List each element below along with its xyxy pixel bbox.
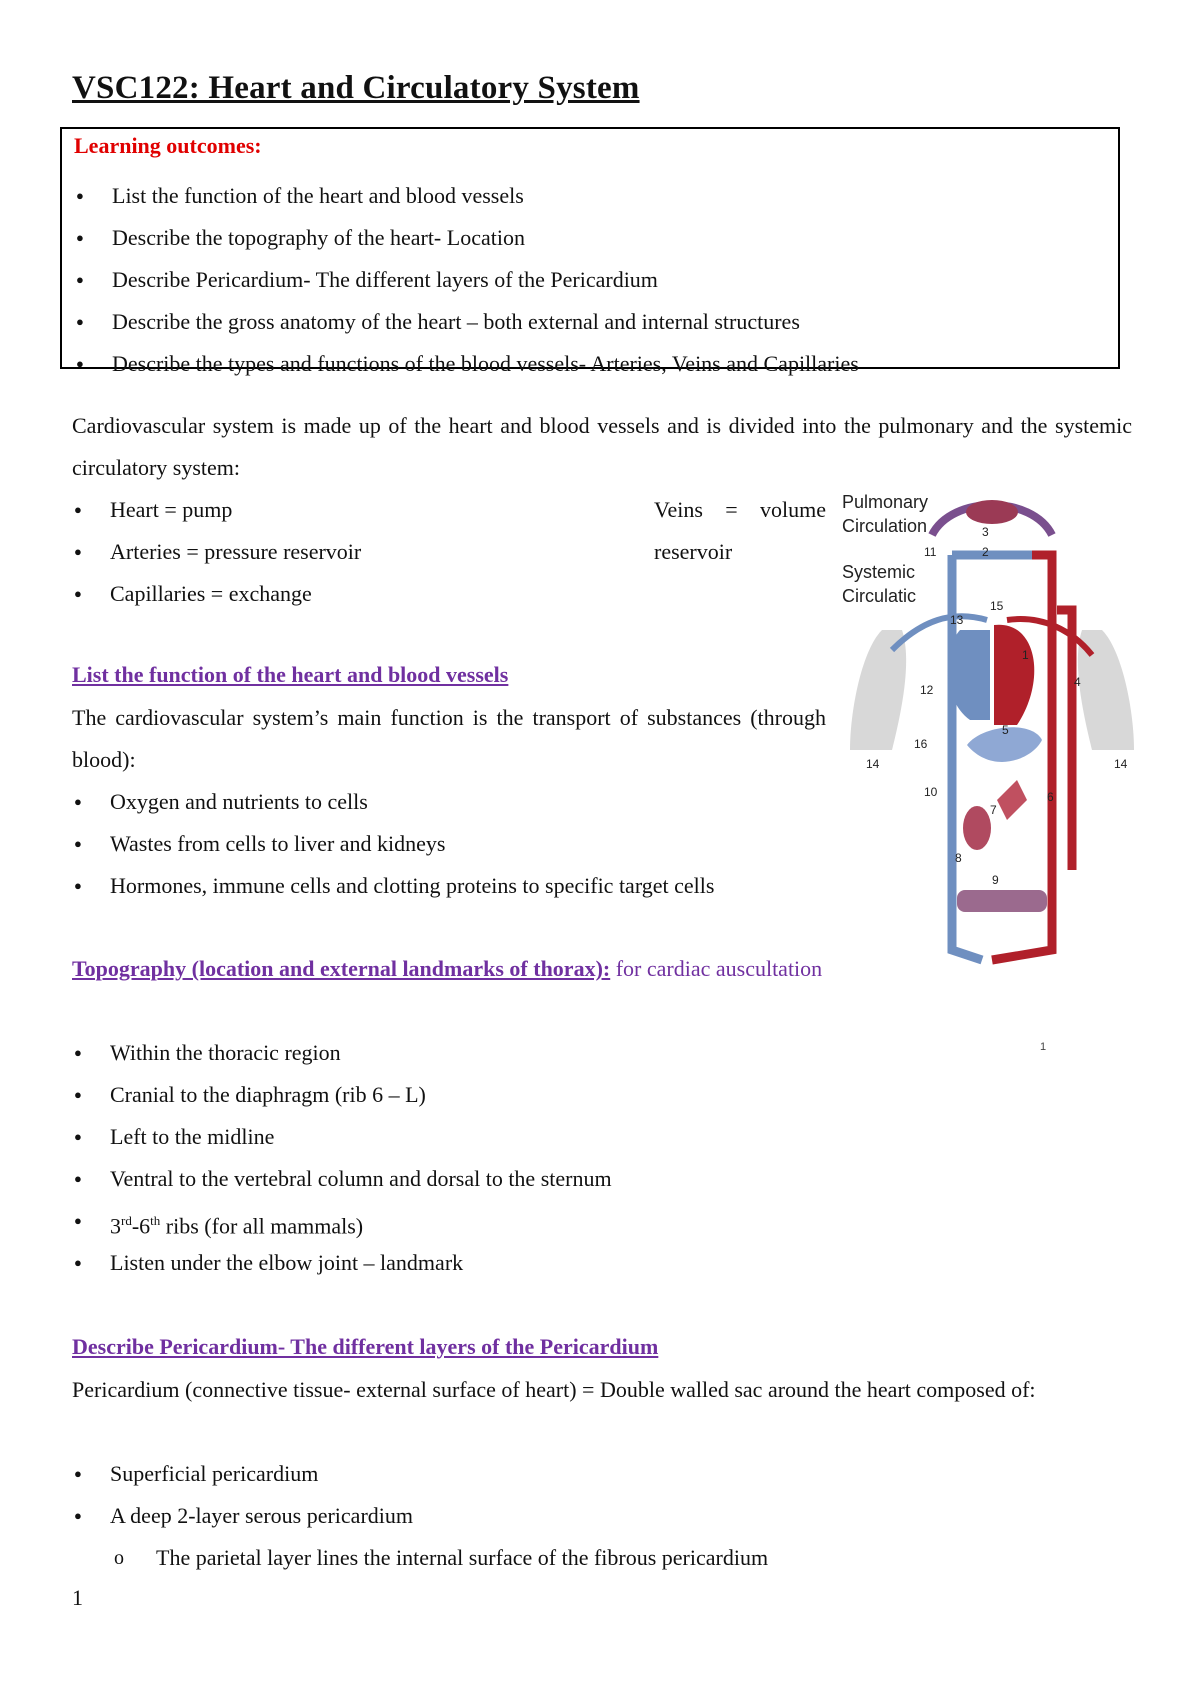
- brain-capillary-bed: [966, 500, 1018, 524]
- topography-heading-tail: for cardiac auscultation: [610, 956, 823, 981]
- topography-heading-block: [72, 948, 826, 990]
- function-heading: List the function of the heart and blood vessels: [72, 662, 509, 687]
- list-item: ● Ventral to the vertebral column and dorsal to the sternum: [72, 1158, 612, 1200]
- sub-list-item: o The parietal layer lines the internal surface of the fibrous pericardium: [114, 1537, 768, 1579]
- pericardium-paragraph: Pericardium (connective tissue- external surface of heart) = Double walled sac around the heart composed of:: [72, 1377, 1036, 1402]
- ribs-rest: ribs (for all mammals): [160, 1213, 364, 1239]
- figure-number: 7: [990, 803, 997, 817]
- circulation-diagram: [842, 490, 1142, 1053]
- figure-number: 10: [924, 785, 938, 799]
- function-paragraph: The cardiovascular system’s main function is the transport of substances (through blood):: [72, 705, 826, 772]
- figure-number: 5: [1002, 723, 1009, 737]
- ribs-first: 3: [110, 1213, 121, 1239]
- pericardium-list: [72, 1453, 413, 1537]
- list-item: ● Oxygen and nutrients to cells: [72, 781, 714, 823]
- figure-number: 16: [914, 737, 928, 751]
- list-item: ● Listen under the elbow joint – landmark: [72, 1242, 612, 1284]
- list-item: ● Wastes from cells to liver and kidneys: [72, 823, 714, 865]
- page-number: 1: [72, 1585, 83, 1610]
- list-item: ● Left to the midline: [72, 1116, 612, 1158]
- figure-number: 12: [920, 683, 934, 697]
- list-item: ● Describe the topography of the heart- Location: [74, 217, 859, 259]
- figure-number: 3: [982, 525, 989, 539]
- pulmonary-label: Pulmonary Circulation: [842, 492, 929, 536]
- list-item: ● Describe Pericardium- The different layers of the Pericardium: [74, 259, 859, 301]
- pericardium-sublist: [114, 1537, 768, 1579]
- circulation-figure: [842, 490, 1142, 1053]
- ribs-second-sup: th: [150, 1213, 161, 1228]
- figure-number: 6: [1047, 790, 1054, 804]
- liver-capillary-bed: [997, 780, 1027, 820]
- descending-aorta: [1057, 610, 1072, 870]
- kidney-capillary-bed: [963, 806, 991, 850]
- topography-heading: Topography (location and external landmarks of thorax):: [72, 956, 611, 981]
- figure-number: 8: [955, 851, 962, 865]
- ribs-sep: -6: [131, 1213, 151, 1239]
- list-item: ● Describe the gross anatomy of the heart – both external and internal structures: [74, 301, 859, 343]
- list-item: ● Describe the types and functions of the blood vessels- Arteries, Veins and Capillaries: [74, 343, 859, 385]
- systemic-label: Systemic Circulatic: [842, 562, 917, 606]
- figure-number: 14: [1114, 757, 1128, 771]
- figure-number: 11: [924, 545, 937, 559]
- list-item: ● Capillaries = exchange: [72, 573, 361, 615]
- figure-number: 4: [1074, 675, 1081, 689]
- figure-number: 13: [950, 613, 964, 627]
- intro-paragraph: Cardiovascular system is made up of the heart and blood vessels and is divided into the pulmonary and the systemic circulatory system:: [72, 413, 1132, 480]
- list-item: ● Superficial pericardium: [72, 1453, 413, 1495]
- list-item-ribs: [72, 1200, 612, 1242]
- pericardium-heading: Describe Pericardium- The different layers of the Pericardium: [72, 1334, 659, 1359]
- function-list: [72, 781, 714, 907]
- list-item: ● Cranial to the diaphragm (rib 6 – L): [72, 1074, 612, 1116]
- topography-list: [72, 1032, 612, 1284]
- figure-number: 1: [1040, 1041, 1047, 1053]
- learning-outcomes-heading: Learning outcomes:: [74, 133, 262, 158]
- learning-outcomes-box: [60, 127, 1120, 376]
- veins-note: Veins = volume reservoir: [654, 497, 826, 564]
- list-item: ● Heart = pump: [72, 489, 361, 531]
- list-item: ● Within the thoracic region: [72, 1032, 612, 1074]
- figure-number: 15: [990, 599, 1004, 613]
- page-title: VSC122: Heart and Circulatory System: [72, 70, 640, 106]
- learning-outcomes-list: [74, 175, 859, 385]
- figure-number: 2: [982, 545, 989, 559]
- figure-number: 1: [1022, 648, 1029, 662]
- list-item: ● A deep 2-layer serous pericardium: [72, 1495, 413, 1537]
- lower-body-capillary-bed: [957, 890, 1047, 912]
- list-item: ● Hormones, immune cells and clotting proteins to specific target cells: [72, 865, 714, 907]
- figure-number: 9: [992, 873, 999, 887]
- intro-list: [72, 489, 361, 615]
- figure-number: 14: [866, 757, 880, 771]
- list-item: ● List the function of the heart and blood vessels: [74, 175, 859, 217]
- left-heart: [994, 625, 1034, 725]
- ribs-first-sup: rd: [121, 1213, 132, 1228]
- list-item: ● Arteries = pressure reservoir: [72, 531, 361, 573]
